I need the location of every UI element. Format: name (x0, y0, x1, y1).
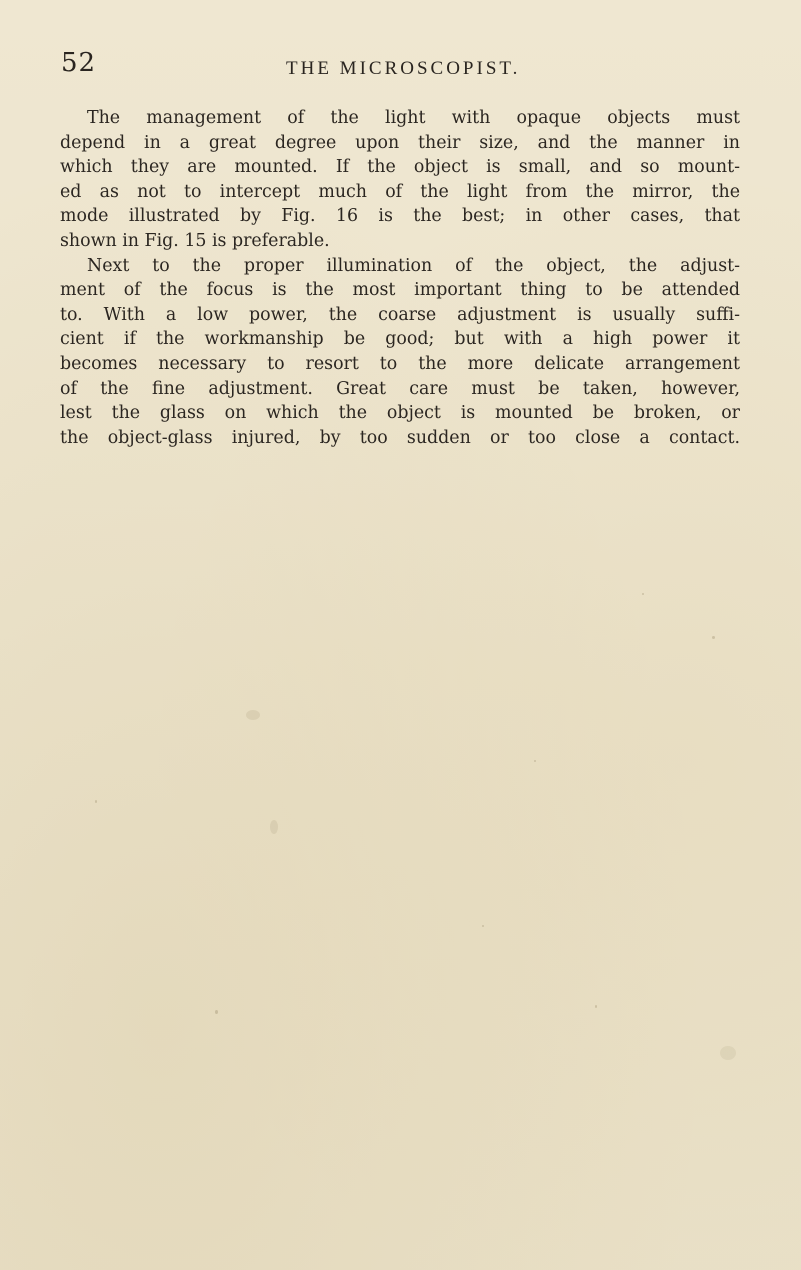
paragraph-2 (60, 254, 740, 451)
text-line: lest the glass on which the object is mounted be broken, or (60, 403, 740, 424)
text-line: which they are mounted. If the object is small, and so mount- (60, 157, 740, 178)
text-line: cient if the workmanship be good; but with a high power it (60, 329, 740, 350)
paper-speck (95, 800, 97, 803)
paper-speck (246, 710, 260, 720)
paper-speck (215, 1010, 218, 1014)
page-number: 52 (61, 48, 97, 78)
paper-speck (642, 593, 644, 595)
paper-speck (270, 820, 278, 834)
paragraph-1 (60, 106, 740, 254)
body-text (60, 106, 740, 450)
text-line: mode illustrated by Fig. 16 is the best; in other cases, that (60, 206, 740, 227)
text-line: ed as not to intercept much of the light from the mirror, the (60, 181, 740, 202)
text-line: Next to the proper illumination of the object, the adjust- (87, 255, 740, 276)
running-title: THE MICROSCOPIST. (286, 58, 521, 79)
text-line: ment of the focus is the most important thing to be attended (60, 280, 740, 301)
text-line: of the fine adjustment. Great care must be taken, however, (60, 378, 740, 399)
paper-speck (720, 1046, 736, 1060)
paper-speck (595, 1005, 597, 1008)
text-line: The management of the light with opaque objects must (87, 108, 740, 128)
paper-speck (482, 925, 484, 927)
text-line: shown in Fig. 15 is preferable. (60, 230, 330, 251)
text-line: the object-glass injured, by too sudden or too close a contact. (60, 427, 740, 448)
text-line: becomes necessary to resort to the more delicate arrangement (60, 353, 740, 374)
text-line: to. With a low power, the coarse adjustment is usually suffi- (60, 304, 740, 325)
paper-speck (712, 636, 715, 639)
paper-speck (534, 760, 536, 762)
text-line: depend in a great degree upon their size, and the manner in (60, 132, 740, 153)
